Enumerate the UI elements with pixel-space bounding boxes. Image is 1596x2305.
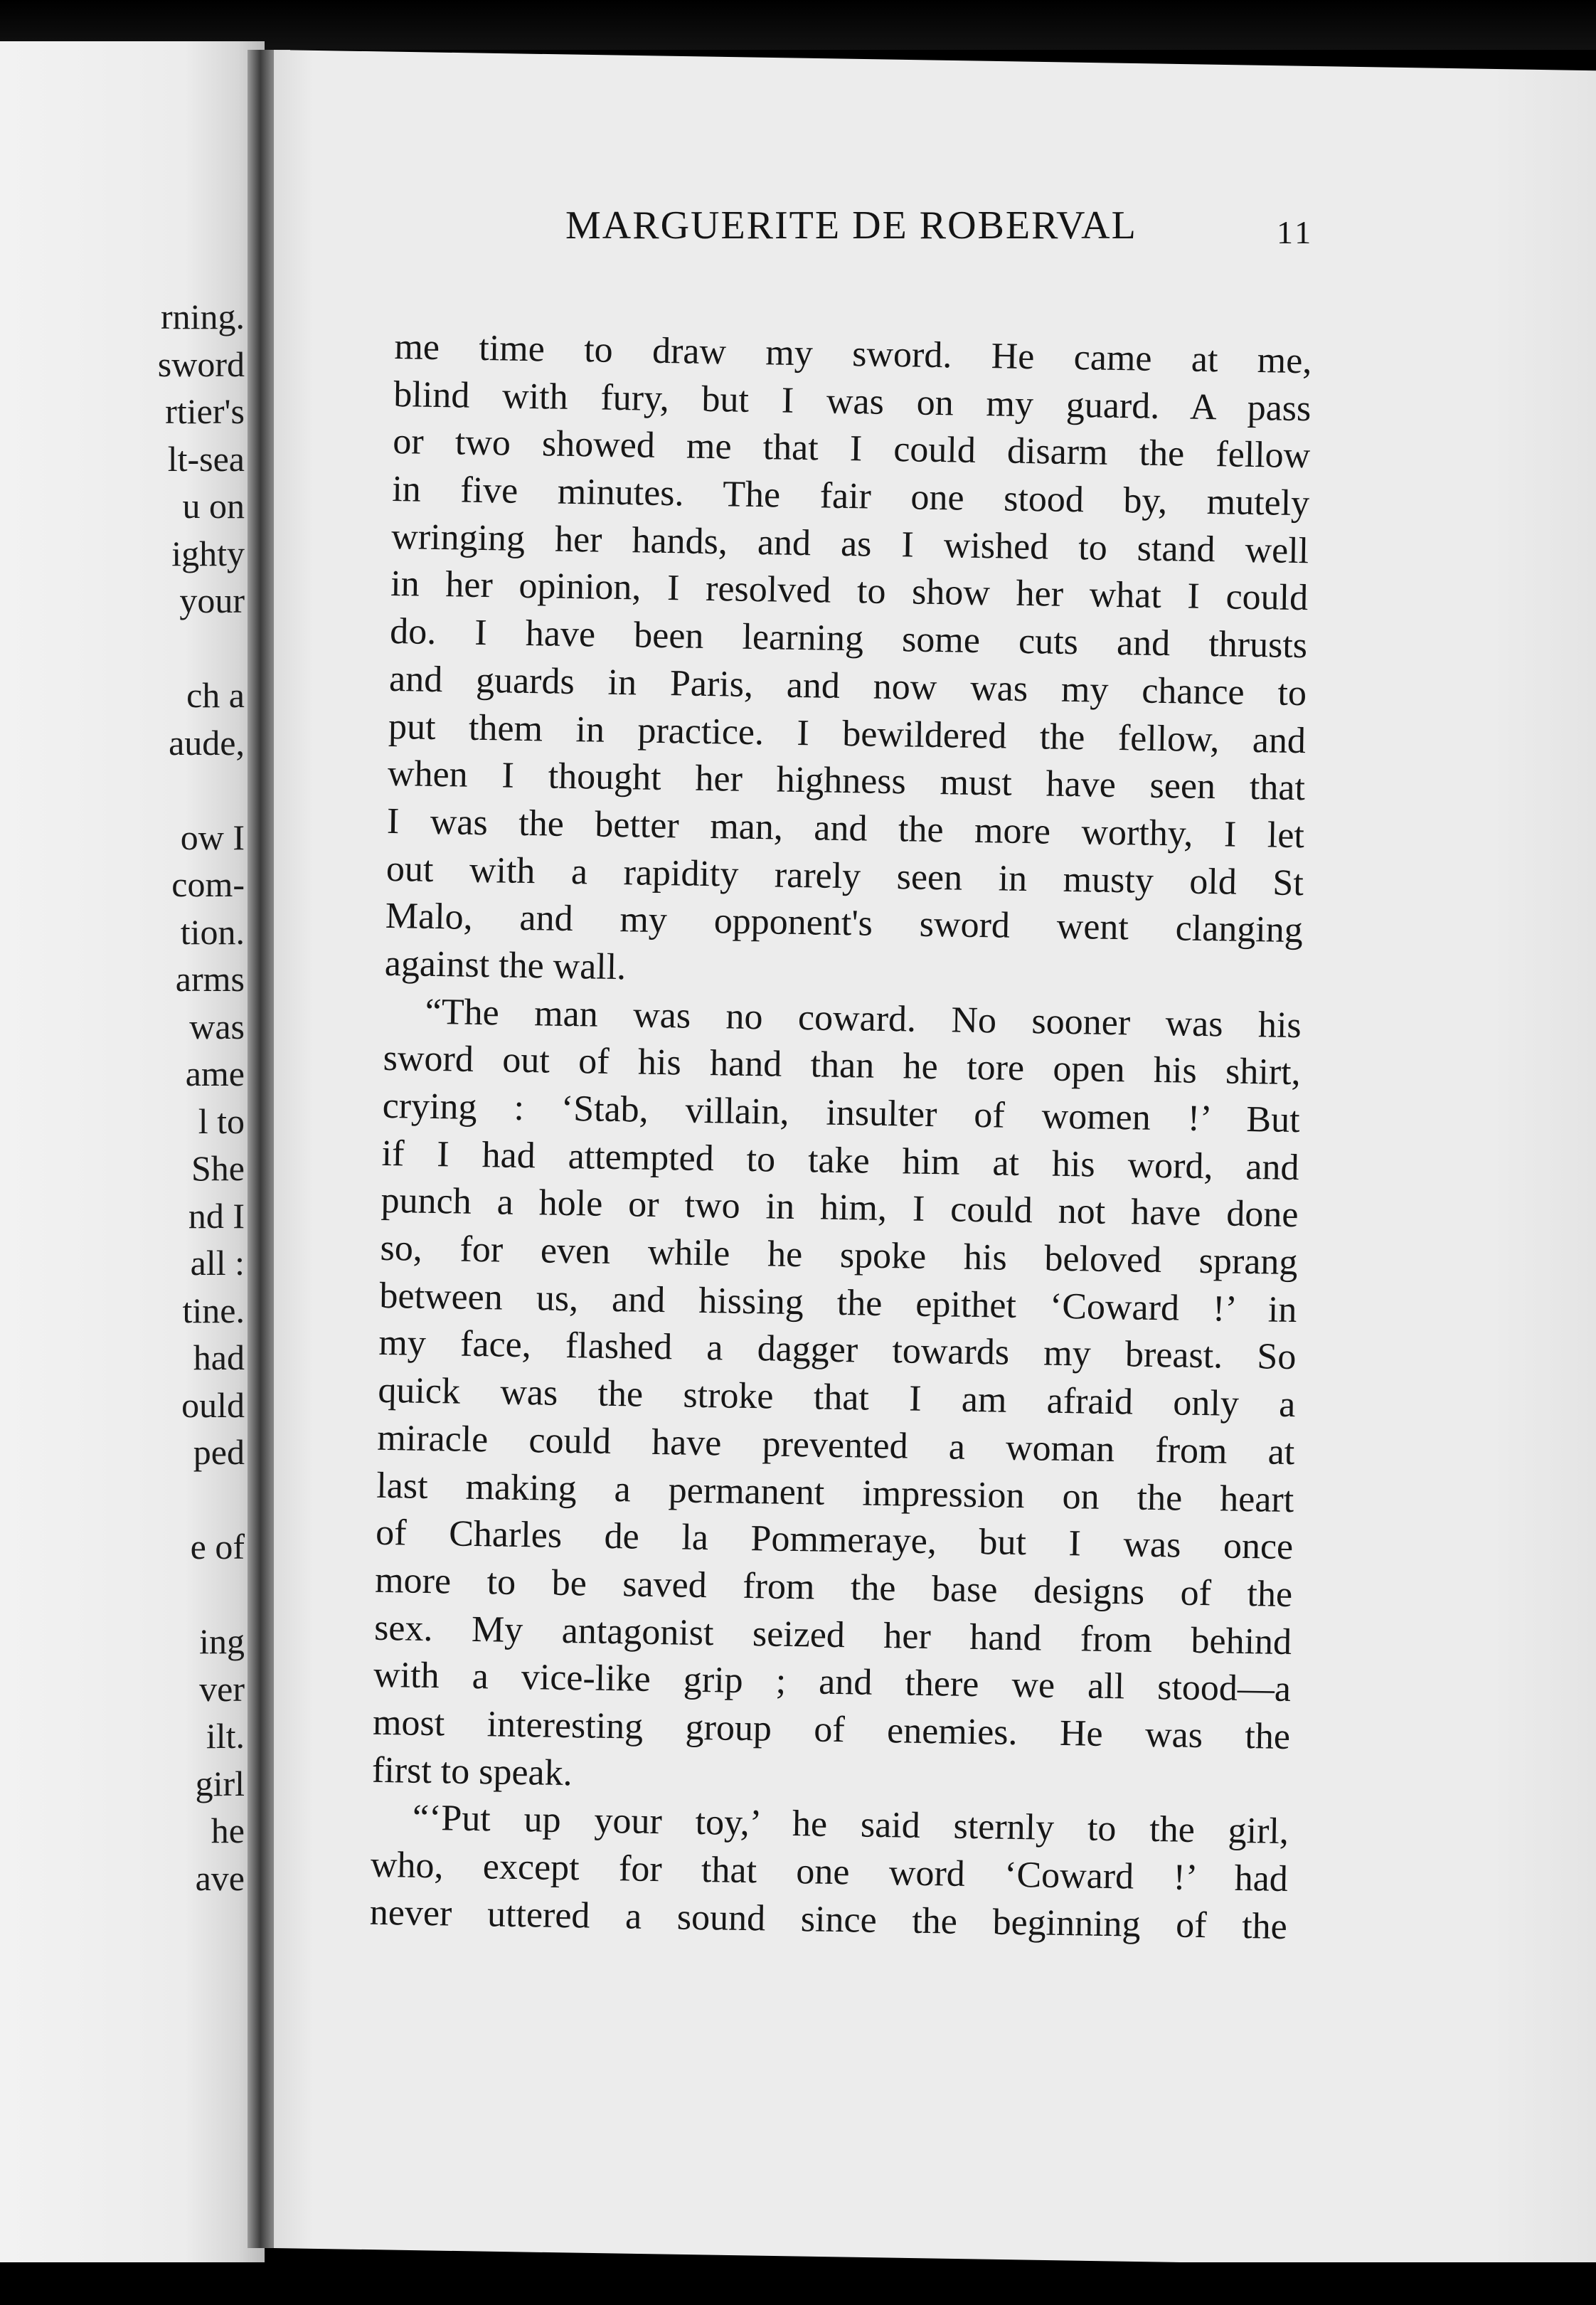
text-line: me time to draw my sword. He came at me, [394,326,1312,382]
left-page-fragment: sword [157,344,245,384]
text-line: so, for even while he spoke his beloved sprang [380,1227,1298,1283]
scan-bottom-border [0,2262,1596,2305]
text-line: put them in practice. I bewildered the fellow, and [388,706,1307,761]
text-line: quick was the stroke that I am afraid only a [377,1369,1296,1426]
text-line: and guards in Paris, and now was my chance to [388,658,1307,714]
left-page-fragment: ver [199,1668,245,1709]
text-line: between us, and hissing the epithet ‘Coward !’ in [379,1275,1297,1330]
left-page-fragment: ame [185,1054,245,1093]
text-line: I was the better man, and the more worthy, I let [386,800,1305,857]
left-page-fragment: e of [190,1527,245,1567]
text-line: in five minutes. The fair one stood by, mutely [391,469,1310,524]
text-line: out with a rapidity rarely seen in musty old St [385,848,1304,904]
left-page-fragment: ing [199,1621,245,1661]
text-line: more to be saved from the base designs of the [374,1559,1293,1615]
text-line: with a vice-like grip ; and there we all stood—a [373,1655,1292,1710]
text-line: blind with fury, but I was on my guard. A pass [393,373,1312,429]
text-line: first to speak. [371,1749,573,1793]
left-page-fragment: ave [195,1858,245,1898]
text-line: who, except for that one word ‘Coward !’ had [370,1844,1289,1899]
left-page-fragment: rning. [160,297,245,337]
running-head: MARGUERITE DE ROBERVAL [565,203,1137,248]
left-page-fragment: rtier's [165,391,245,431]
text-line: wringing her hands, and as I wished to stand well [390,516,1309,571]
left-page-fragment: all : [190,1243,245,1283]
left-page-fragment: your [179,581,245,620]
left-page-fragment: had [193,1337,245,1377]
text-line: of Charles de la Pommeraye, but I was once [375,1512,1294,1568]
text-line: in her opinion, I resolved to show her what I could [390,563,1309,619]
text-line: most interesting group of enemies. He was the [372,1702,1291,1757]
text-line: sex. My antagonist seized her hand from behind [373,1607,1292,1663]
left-page-fragment: tine. [182,1290,245,1330]
left-page-fragment: arms [175,959,245,999]
text-line: miracle could have prevented a woman from at [376,1417,1295,1473]
text-line: last making a permanent impression on the heart [376,1465,1294,1520]
text-line: my face, flashed a dagger towards my breast. So [378,1323,1297,1378]
left-page-fragment: com- [171,864,245,904]
left-page-fragment: ighty [171,533,245,573]
text-line: do. I have been learning some cuts and thrusts [389,611,1308,667]
left-page-fragment: ould [181,1384,245,1425]
text-line: or two showed me that I could disarm the fellow [392,421,1311,477]
left-page-fragment: She [191,1148,245,1188]
left-page-fragment: ch a [186,675,245,715]
left-page-fragment: u on [182,486,245,526]
left-page-fragment: was [189,1006,245,1046]
text-line: if I had attempted to take him at his word, and [381,1133,1299,1188]
text-line: when I thought her highness must have seen that [387,753,1306,809]
left-page-fragment: ilt. [206,1716,245,1756]
text-line: against the wall. [384,943,627,988]
text-line: punch a hole or two in him, I could not have done [381,1180,1299,1236]
left-page-fragment: lt-sea [167,438,245,479]
text-line: sword out of his hand than he tore open his shirt, [383,1038,1302,1093]
left-page-fragment: he [211,1811,245,1850]
left-page-fragment: nd I [188,1195,245,1236]
left-page-fragment: l to [198,1101,245,1141]
text-line: never uttered a sound since the beginning of the [369,1892,1288,1947]
text-line: “‘Put up your toy,’ he said sternly to the girl, [412,1797,1289,1853]
text-line: “The man was no coward. No sooner was his [425,991,1302,1046]
left-page-fragment: aude, [169,722,245,763]
left-page-fragment: ow I [180,817,245,857]
body-text [369,324,1312,1951]
left-page [0,41,265,2288]
left-page-fragment: girl [195,1763,245,1803]
left-page-fragment: ped [193,1432,245,1472]
left-page-fragment: tion. [180,911,245,952]
text-line: crying : ‘Stab, villain, insulter of women !’ But [382,1085,1301,1141]
text-line: Malo, and my opponent's sword went clanging [385,896,1304,951]
page-number: 11 [1277,214,1314,250]
